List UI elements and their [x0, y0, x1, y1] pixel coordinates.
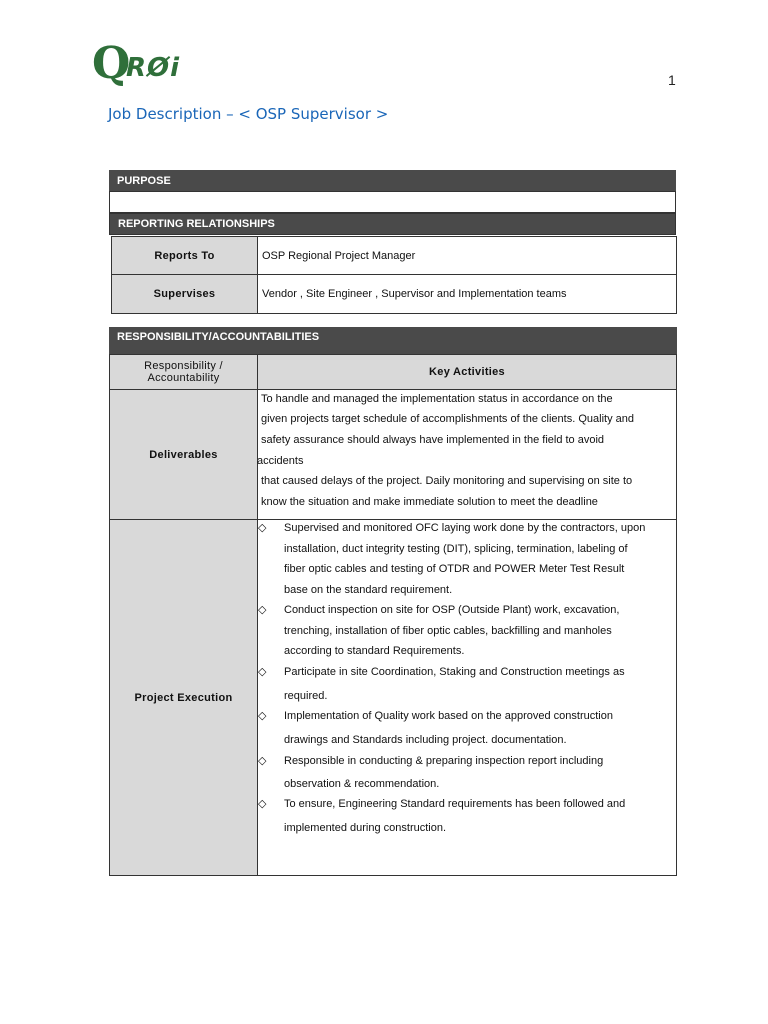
reports-to-value: OSP Regional Project Manager [257, 236, 677, 275]
bullet-line: fiber optic cables and testing of OTDR and POWER Meter Test Result [284, 563, 625, 575]
bullet-line: Supervised and monitored OFC laying work done by the contractors, upon [284, 522, 646, 534]
bullet-diamond-icon: ◇ [258, 604, 267, 616]
bullet-line: observation & recommendation. [284, 778, 440, 790]
bullet-diamond-icon: ◇ [258, 710, 267, 722]
deliverables-line: To handle and managed the implementation status in accordance on the [261, 393, 613, 405]
bullet-diamond-icon: ◇ [258, 755, 267, 767]
company-logo [92, 38, 192, 89]
responsibility-column-header [109, 354, 258, 390]
page-number: 1 [668, 72, 676, 88]
bullet-line: Implementation of Quality work based on the approved construction [284, 710, 613, 722]
responsibilities-heading: RESPONSIBILITY/ACCOUNTABILITIES [109, 327, 677, 355]
responsibility-header-line2: Accountability [147, 372, 220, 384]
bullet-line: Conduct inspection on site for OSP (Outside Plant) work, excavation, [284, 604, 620, 616]
deliverables-line: that caused delays of the project. Daily monitoring and supervising on site to [261, 475, 633, 487]
deliverables-line: given projects target schedule of accomplishments of the clients. Quality and [261, 413, 634, 425]
bullet-line: Participate in site Coordination, Staking and Construction meetings as [284, 666, 625, 678]
bullet-line: base on the standard requirement. [284, 584, 453, 596]
logo-wordmark: RØi [126, 53, 181, 83]
bullet-diamond-icon: ◇ [258, 522, 267, 534]
bullet-line: Responsible in conducting & preparing inspection report including [284, 755, 604, 767]
supervises-label: Supervises [111, 274, 258, 314]
bullet-line: drawings and Standards including project. documentation. [284, 734, 567, 746]
bullet-line: required. [284, 690, 328, 702]
bullet-diamond-icon: ◇ [258, 666, 267, 678]
supervises-value: Vendor , Site Engineer , Supervisor and Implementation teams [257, 274, 677, 314]
bullet-line: according to standard Requirements. [284, 645, 465, 657]
bullet-line: trenching, installation of fiber optic cables, backfilling and manholes [284, 625, 612, 637]
reporting-heading: REPORTING RELATIONSHIPS [109, 213, 676, 235]
bullet-line: To ensure, Engineering Standard requirements has been followed and [284, 798, 626, 810]
deliverables-line: know the situation and make immediate solution to meet the deadline [261, 496, 598, 508]
purpose-body [109, 191, 676, 213]
deliverables-line: safety assurance should always have implemented in the field to avoid [261, 434, 605, 446]
purpose-heading: PURPOSE [109, 170, 676, 191]
document-title: Job Description – < OSP Supervisor > [108, 105, 389, 123]
deliverables-label: Deliverables [109, 389, 258, 520]
bullet-diamond-icon: ◇ [258, 798, 267, 810]
reports-to-label: Reports To [111, 236, 258, 275]
bullet-line: installation, duct integrity testing (DIT), splicing, termination, labeling of [284, 543, 628, 555]
key-activities-header: Key Activities [257, 354, 677, 390]
project-execution-label: Project Execution [109, 519, 258, 876]
responsibility-header-line1: Responsibility / [144, 360, 223, 372]
logo-letter-q: Q [92, 38, 131, 89]
bullet-line: implemented during construction. [284, 822, 447, 834]
deliverables-line: accidents [257, 455, 304, 467]
